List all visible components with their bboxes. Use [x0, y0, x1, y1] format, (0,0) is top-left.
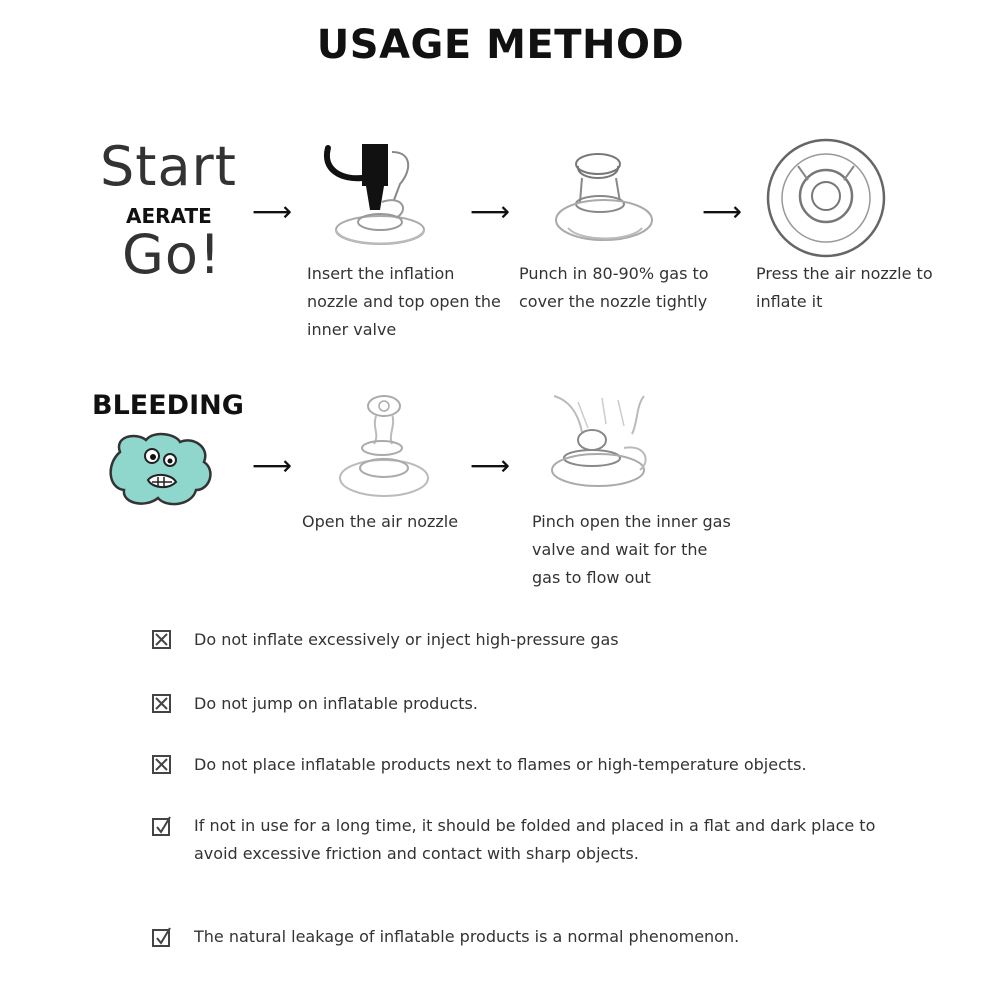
valve-top-view-icon: [764, 136, 888, 260]
step-press-nozzle-text: Press the air nozzle to inflate it: [756, 264, 933, 311]
arrow-icon: ⟶: [252, 195, 293, 228]
step-open-nozzle-text: Open the air nozzle: [302, 512, 459, 531]
arrow-icon: ⟶: [470, 449, 511, 482]
allowed-check-icon: [150, 925, 174, 949]
step-punch-gas-text: Punch in 80-90% gas to cover the nozzle tightly: [519, 264, 709, 311]
note-text: If not in use for a long time, it should be folded and placed in a flat and dark place to: [194, 816, 876, 835]
go-word: Go!: [122, 223, 222, 286]
note-text: Do not jump on inflatable products.: [194, 694, 478, 713]
start-word: Start: [100, 135, 237, 198]
arrow-icon: ⟶: [470, 195, 511, 228]
allowed-check-icon: [150, 814, 174, 838]
valve-cap-icon: [550, 142, 660, 252]
bleeding-label: BLEEDING: [92, 390, 244, 421]
arrow-icon: ⟶: [702, 195, 743, 228]
prohibited-box-icon: [150, 692, 174, 716]
step-pinch-valve-text: Pinch open the inner gas valve and wait for the gas to flow out: [532, 512, 731, 587]
arrow-icon: ⟶: [252, 449, 293, 482]
inflation-nozzle-icon: [322, 140, 432, 255]
note-text: Do not inflate excessively or inject high-pressure gas: [194, 630, 619, 649]
open-nozzle-icon: [336, 392, 446, 506]
note-text: avoid excessive friction and contact with sharp objects.: [194, 844, 639, 863]
page-title: USAGE METHOD: [316, 22, 685, 68]
pinch-valve-icon: [548, 392, 660, 496]
aerate-label: AERATE: [126, 204, 212, 228]
cartoon-blob-icon: [106, 432, 218, 510]
note-text: Do not place inflatable products next to flames or high-temperature objects.: [194, 755, 807, 774]
prohibited-box-icon: [150, 753, 174, 777]
note-text: The natural leakage of inflatable products is a normal phenomenon.: [194, 927, 740, 946]
step-insert-nozzle-text: Insert the inflation nozzle and top open the inner valve: [307, 264, 501, 339]
prohibited-box-icon: [150, 628, 174, 652]
